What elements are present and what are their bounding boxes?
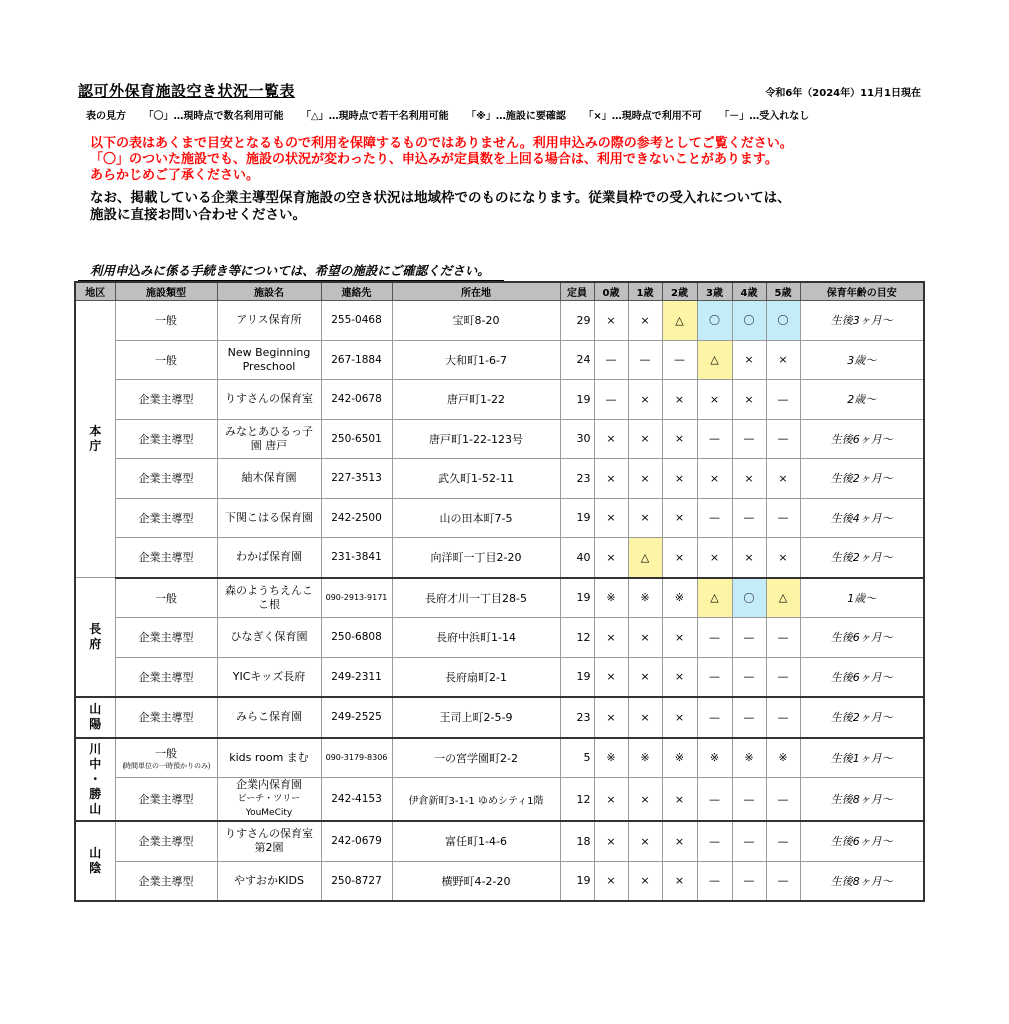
age0-status: × <box>594 618 628 658</box>
facility-type: 企業主導型 <box>115 697 217 738</box>
facility-name-cell <box>217 778 321 822</box>
table-row <box>75 380 924 420</box>
header-age2: 2歳 <box>662 282 697 301</box>
header-type: 施設類型 <box>115 282 217 301</box>
age5-status: × <box>766 459 800 499</box>
capacity: 12 <box>560 618 594 658</box>
age0-status: × <box>594 657 628 697</box>
capacity: 5 <box>560 738 594 778</box>
age5-status: — <box>766 419 800 459</box>
facility-name: りすさんの保育室第2園 <box>217 821 321 861</box>
age3-status: — <box>697 697 732 738</box>
facility-tel: 242-2500 <box>321 498 392 538</box>
facility-type: 一般 <box>115 578 217 618</box>
age3-status: ※ <box>697 738 732 778</box>
age2-status: × <box>662 861 697 901</box>
facility-tel: 090-2913-9171 <box>321 578 392 618</box>
age4-status: — <box>732 618 766 658</box>
age4-status: — <box>732 778 766 822</box>
facility-tel: 242-4153 <box>321 778 392 822</box>
age2-status: × <box>662 459 697 499</box>
facility-address: 王司上町2-5-9 <box>392 697 560 738</box>
facility-address: 横野町4-2-20 <box>392 861 560 901</box>
legend-label: 表の見方 <box>86 111 126 122</box>
page-title: 認可外保育施設空き状況一覧表 <box>78 82 296 100</box>
header-age-guide: 保育年齢の目安 <box>800 282 924 301</box>
age-guide: 生後6ヶ月～ <box>800 419 924 459</box>
facility-address: 大和町1-6-7 <box>392 340 560 380</box>
facility-address: 武久町1-52-11 <box>392 459 560 499</box>
table-row <box>75 618 924 658</box>
facility-name: 企業内保育園 <box>236 778 302 791</box>
area-honcho: 本 庁 <box>75 301 115 578</box>
header-tel: 連絡先 <box>321 282 392 301</box>
age-guide: 生後8ヶ月～ <box>800 861 924 901</box>
table-row <box>75 498 924 538</box>
facility-tel: 227-3513 <box>321 459 392 499</box>
facility-tel: 249-2525 <box>321 697 392 738</box>
facility-name: YICキッズ長府 <box>217 657 321 697</box>
facility-name: みらこ保育園 <box>217 697 321 738</box>
facility-name: みなとあひるっ子園 唐戸 <box>217 419 321 459</box>
age4-status: — <box>732 419 766 459</box>
facility-name: New Beginning Preschool <box>217 340 321 380</box>
age-guide: 生後6ヶ月～ <box>800 618 924 658</box>
facility-name: やすおかKIDS <box>217 861 321 901</box>
table-row <box>75 538 924 578</box>
age-guide: 生後2ヶ月～ <box>800 459 924 499</box>
header-age3: 3歳 <box>697 282 732 301</box>
facility-type: 企業主導型 <box>115 861 217 901</box>
age-guide: 生後1ヶ月～ <box>800 738 924 778</box>
corporate-note <box>90 190 890 224</box>
facility-tel: 267-1884 <box>321 340 392 380</box>
age1-status: — <box>628 340 662 380</box>
age0-status: × <box>594 778 628 822</box>
capacity: 23 <box>560 459 594 499</box>
facility-type-note: 時間単位の一時預かりのみ <box>124 762 208 771</box>
age1-status: × <box>628 778 662 822</box>
age1-status: × <box>628 459 662 499</box>
age4-status: × <box>732 459 766 499</box>
red-notice <box>90 136 890 184</box>
facility-address: 富任町1-4-6 <box>392 821 560 861</box>
facility-address: 唐戸町1-22-123号 <box>392 419 560 459</box>
age1-status: × <box>628 419 662 459</box>
age5-status: — <box>766 861 800 901</box>
legend-cross: 「×」…現時点で利用不可 <box>583 111 702 122</box>
capacity: 19 <box>560 861 594 901</box>
table-row <box>75 419 924 459</box>
facility-type: 一般 <box>155 747 177 761</box>
facility-address: 伊倉新町3-1-1 ゆめシティ1階 <box>392 778 560 822</box>
facility-tel: 249-2311 <box>321 657 392 697</box>
age-guide: 生後8ヶ月～ <box>800 778 924 822</box>
age4-status: — <box>732 861 766 901</box>
age0-status: ※ <box>594 578 628 618</box>
age5-status: △ <box>766 578 800 618</box>
facility-address: 向洋町一丁目2-20 <box>392 538 560 578</box>
facility-name: 紬木保育園 <box>217 459 321 499</box>
facility-tel: 250-6501 <box>321 419 392 459</box>
header-age0: 0歳 <box>594 282 628 301</box>
age0-status: × <box>594 459 628 499</box>
facility-address: 唐戸町1-22 <box>392 380 560 420</box>
table-header-row <box>75 282 924 301</box>
notice-line: あらかじめご了承ください。 <box>90 168 260 183</box>
age5-status: — <box>766 657 800 697</box>
header-age5: 5歳 <box>766 282 800 301</box>
table-row <box>75 778 924 822</box>
facility-address: 宝町8-20 <box>392 301 560 341</box>
facility-type: 企業主導型 <box>115 778 217 822</box>
age5-status: — <box>766 380 800 420</box>
area-kawanaka-katsuyama: 川 中 ・ 勝 山 <box>75 738 115 822</box>
age1-status: ※ <box>628 738 662 778</box>
facility-type: 企業主導型 <box>115 821 217 861</box>
age3-status: — <box>697 778 732 822</box>
table-row <box>75 301 924 341</box>
table-row <box>75 657 924 697</box>
legend-triangle: 「△」…現時点で若干名利用可能 <box>300 111 449 122</box>
table-row <box>75 697 924 738</box>
age0-status: — <box>594 380 628 420</box>
age3-status: — <box>697 618 732 658</box>
age4-status: × <box>732 340 766 380</box>
age3-status: × <box>697 459 732 499</box>
legend-circle: 「〇」…現時点で数名利用可能 <box>143 111 284 122</box>
age5-status: — <box>766 697 800 738</box>
age5-status: — <box>766 498 800 538</box>
age3-status: — <box>697 657 732 697</box>
table-row <box>75 459 924 499</box>
age2-status: × <box>662 618 697 658</box>
availability-table <box>74 281 925 902</box>
age2-status: × <box>662 538 697 578</box>
table-row <box>75 578 924 618</box>
age5-status: — <box>766 821 800 861</box>
facility-name: アリス保育所 <box>217 301 321 341</box>
facility-tel: 090-3179-8306 <box>321 738 392 778</box>
age5-status: — <box>766 618 800 658</box>
facility-address: 山の田本町7-5 <box>392 498 560 538</box>
age2-status: — <box>662 340 697 380</box>
area-chofu: 長 府 <box>75 578 115 698</box>
age2-status: × <box>662 697 697 738</box>
age1-status: × <box>628 821 662 861</box>
age5-status: 〇 <box>766 301 800 341</box>
age0-status: × <box>594 821 628 861</box>
age4-status: — <box>732 697 766 738</box>
header-area: 地区 <box>75 282 115 301</box>
facility-name: 下関こはる保育園 <box>217 498 321 538</box>
legend-asterisk: 「※」…施設に要確認 <box>466 111 566 122</box>
facility-name: kids room まむ <box>217 738 321 778</box>
age1-status: × <box>628 657 662 697</box>
age4-status: 〇 <box>732 301 766 341</box>
capacity: 40 <box>560 538 594 578</box>
age2-status: ※ <box>662 578 697 618</box>
table-row <box>75 340 924 380</box>
age3-status: △ <box>697 340 732 380</box>
age3-status: — <box>697 861 732 901</box>
facility-address: 長府才川一丁目28-5 <box>392 578 560 618</box>
notice-line: 以下の表はあくまで目安となるもので利用を保障するものではありません。利用申込みの際の参考としてご覧ください。 <box>90 136 793 151</box>
age1-status: ※ <box>628 578 662 618</box>
notice-line: 「〇」のついた施設でも、施設の状況が変わったり、申込みが定員数を上回る場合は、利用できないことがあります。 <box>90 152 778 167</box>
capacity: 19 <box>560 498 594 538</box>
facility-type: 企業主導型 <box>115 459 217 499</box>
facility-type: 企業主導型 <box>115 419 217 459</box>
capacity: 19 <box>560 578 594 618</box>
facility-type: 企業主導型 <box>115 538 217 578</box>
facility-tel: 255-0468 <box>321 301 392 341</box>
age1-status: × <box>628 861 662 901</box>
capacity: 30 <box>560 419 594 459</box>
age0-status: × <box>594 498 628 538</box>
age0-status: ※ <box>594 738 628 778</box>
header-name: 施設名 <box>217 282 321 301</box>
facility-name: わかば保育園 <box>217 538 321 578</box>
age-guide: 生後2ヶ月～ <box>800 538 924 578</box>
facility-name-sub: ピーチ・ツリー YouMeCity <box>237 794 301 818</box>
capacity: 19 <box>560 380 594 420</box>
age3-status: — <box>697 419 732 459</box>
age4-status: — <box>732 657 766 697</box>
age3-status: — <box>697 821 732 861</box>
facility-type: 企業主導型 <box>115 498 217 538</box>
facility-address: 一の宮学園町2-2 <box>392 738 560 778</box>
age1-status: × <box>628 498 662 538</box>
table-row <box>75 861 924 901</box>
age5-status: — <box>766 778 800 822</box>
facility-type-cell <box>115 738 217 778</box>
facility-tel: 250-8727 <box>321 861 392 901</box>
age3-status: △ <box>697 578 732 618</box>
age1-status: △ <box>628 538 662 578</box>
facility-tel: 242-0678 <box>321 380 392 420</box>
facility-address: 長府中浜町1-14 <box>392 618 560 658</box>
capacity: 18 <box>560 821 594 861</box>
facility-tel: 231-3841 <box>321 538 392 578</box>
age2-status: × <box>662 498 697 538</box>
facility-name: りすさんの保育室 <box>217 380 321 420</box>
area-sanyo: 山 陽 <box>75 697 115 738</box>
age4-status: 〇 <box>732 578 766 618</box>
facility-address: 長府扇町2-1 <box>392 657 560 697</box>
age4-status: × <box>732 380 766 420</box>
age5-status: × <box>766 538 800 578</box>
age-guide: 2歳～ <box>800 380 924 420</box>
capacity: 29 <box>560 301 594 341</box>
age5-status: × <box>766 340 800 380</box>
age4-status: — <box>732 821 766 861</box>
area-sanin: 山 陰 <box>75 821 115 901</box>
facility-type: 一般 <box>115 301 217 341</box>
header-address: 所在地 <box>392 282 560 301</box>
age-guide: 生後6ヶ月～ <box>800 657 924 697</box>
age3-status: × <box>697 538 732 578</box>
age2-status: × <box>662 657 697 697</box>
facility-name: ひなぎく保育園 <box>217 618 321 658</box>
capacity: 23 <box>560 697 594 738</box>
header-age1: 1歳 <box>628 282 662 301</box>
age2-status: × <box>662 419 697 459</box>
facility-name: 森のようちえんここ根 <box>217 578 321 618</box>
header-capacity: 定員 <box>560 282 594 301</box>
age3-status: — <box>697 498 732 538</box>
age1-status: × <box>628 380 662 420</box>
facility-type: 一般 <box>115 340 217 380</box>
age0-status: × <box>594 419 628 459</box>
legend-dash: 「－」…受入れなし <box>719 111 810 122</box>
age0-status: × <box>594 861 628 901</box>
age-guide: 生後3ヶ月～ <box>800 301 924 341</box>
age3-status: × <box>697 380 732 420</box>
age0-status: × <box>594 301 628 341</box>
facility-tel: 242-0679 <box>321 821 392 861</box>
age4-status: — <box>732 498 766 538</box>
age-guide: 1歳～ <box>800 578 924 618</box>
age1-status: × <box>628 301 662 341</box>
facility-type: 企業主導型 <box>115 380 217 420</box>
age2-status: × <box>662 778 697 822</box>
age2-status: × <box>662 380 697 420</box>
note-line: なお、掲載している企業主導型保育施設の空き状況は地域枠でのものになります。従業員枠での受入れについては、 <box>90 190 791 206</box>
age0-status: × <box>594 697 628 738</box>
age1-status: × <box>628 618 662 658</box>
age4-status: ※ <box>732 738 766 778</box>
facility-tel: 250-6808 <box>321 618 392 658</box>
age0-status: × <box>594 538 628 578</box>
capacity: 12 <box>560 778 594 822</box>
facility-type: 企業主導型 <box>115 618 217 658</box>
instruction-note: 利用申込みに係る手続き等については、希望の施設にご確認ください。 <box>78 261 504 281</box>
age0-status: — <box>594 340 628 380</box>
age-guide: 生後6ヶ月～ <box>800 821 924 861</box>
table-row <box>75 821 924 861</box>
age-guide: 生後4ヶ月～ <box>800 498 924 538</box>
age3-status: 〇 <box>697 301 732 341</box>
table-row <box>75 738 924 778</box>
capacity: 24 <box>560 340 594 380</box>
age2-status: △ <box>662 301 697 341</box>
legend <box>86 107 823 122</box>
as-of-date: 令和6年（2024年）11月1日現在 <box>765 88 921 99</box>
age5-status: ※ <box>766 738 800 778</box>
age-guide: 3歳～ <box>800 340 924 380</box>
capacity: 19 <box>560 657 594 697</box>
note-line: 施設に直接お問い合わせください。 <box>90 207 306 223</box>
age2-status: ※ <box>662 738 697 778</box>
age1-status: × <box>628 697 662 738</box>
header-age4: 4歳 <box>732 282 766 301</box>
age-guide: 生後2ヶ月～ <box>800 697 924 738</box>
age4-status: × <box>732 538 766 578</box>
age2-status: × <box>662 821 697 861</box>
facility-type: 企業主導型 <box>115 657 217 697</box>
